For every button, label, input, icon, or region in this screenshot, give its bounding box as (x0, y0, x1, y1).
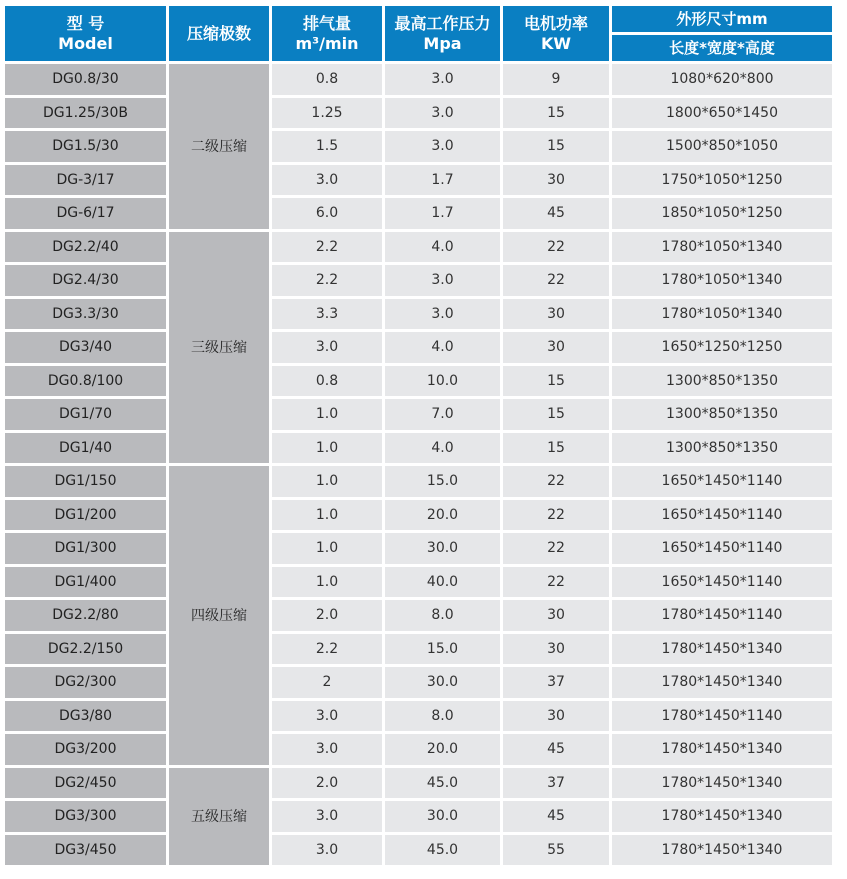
header-model (5, 6, 166, 61)
cell-pressure: 3.0 (385, 98, 500, 129)
cell-dims: 1780*1050*1340 (612, 299, 832, 330)
cell-power: 30 (503, 332, 609, 363)
cell-flow: 2.0 (272, 768, 382, 799)
cell-model: DG3/450 (5, 835, 166, 866)
cell-flow: 2 (272, 667, 382, 698)
cell-pressure: 45.0 (385, 768, 500, 799)
cell-dims: 1300*850*1350 (612, 433, 832, 464)
cell-model: DG2/450 (5, 768, 166, 799)
cell-dims: 1650*1450*1140 (612, 466, 832, 497)
cell-flow: 1.5 (272, 131, 382, 162)
cell-flow: 3.0 (272, 801, 382, 832)
cell-model: DG0.8/100 (5, 366, 166, 397)
cell-dims: 1500*850*1050 (612, 131, 832, 162)
table-row (5, 768, 832, 799)
cell-stage-group: 四级压缩 (169, 466, 269, 765)
cell-model: DG-6/17 (5, 198, 166, 229)
cell-flow: 1.0 (272, 567, 382, 598)
cell-power: 55 (503, 835, 609, 866)
table-row (5, 667, 832, 698)
table-row (5, 466, 832, 497)
table-row (5, 64, 832, 95)
cell-flow: 1.0 (272, 500, 382, 531)
cell-power: 30 (503, 701, 609, 732)
cell-dims: 1800*650*1450 (612, 98, 832, 129)
header-pressure (385, 6, 500, 61)
cell-power: 15 (503, 131, 609, 162)
cell-flow: 1.25 (272, 98, 382, 129)
cell-model: DG-3/17 (5, 165, 166, 196)
cell-model: DG3/80 (5, 701, 166, 732)
cell-power: 15 (503, 399, 609, 430)
cell-flow: 3.0 (272, 734, 382, 765)
cell-flow: 3.3 (272, 299, 382, 330)
cell-dims: 1850*1050*1250 (612, 198, 832, 229)
cell-power: 30 (503, 299, 609, 330)
cell-pressure: 3.0 (385, 299, 500, 330)
cell-dims: 1750*1050*1250 (612, 165, 832, 196)
cell-dims: 1650*1450*1140 (612, 500, 832, 531)
table-row (5, 567, 832, 598)
cell-stage-group: 三级压缩 (169, 232, 269, 464)
cell-dims: 1780*1450*1340 (612, 734, 832, 765)
table-row (5, 165, 832, 196)
cell-power: 22 (503, 533, 609, 564)
cell-flow: 2.2 (272, 265, 382, 296)
cell-dims: 1780*1450*1140 (612, 600, 832, 631)
header-power-cn: 电机功率 (523, 13, 588, 33)
cell-pressure: 30.0 (385, 801, 500, 832)
table-row (5, 232, 832, 263)
table-row (5, 131, 832, 162)
cell-flow: 0.8 (272, 64, 382, 95)
cell-pressure: 1.7 (385, 165, 500, 196)
cell-dims: 1780*1450*1340 (612, 667, 832, 698)
cell-flow: 6.0 (272, 198, 382, 229)
cell-flow: 3.0 (272, 835, 382, 866)
cell-dims: 1650*1250*1250 (612, 332, 832, 363)
header-power-unit: KW (540, 33, 572, 53)
table-row (5, 299, 832, 330)
cell-pressure: 3.0 (385, 265, 500, 296)
cell-power: 15 (503, 433, 609, 464)
table-row (5, 399, 832, 430)
cell-stage-group: 二级压缩 (169, 64, 269, 229)
spec-table (2, 3, 835, 868)
table-row (5, 265, 832, 296)
cell-power: 9 (503, 64, 609, 95)
cell-stage-group: 五级压缩 (169, 768, 269, 866)
cell-dims: 1780*1050*1340 (612, 232, 832, 263)
cell-power: 15 (503, 366, 609, 397)
table-row (5, 98, 832, 129)
table-body (5, 64, 832, 865)
header-flow-cn: 排气量 (302, 13, 351, 33)
cell-flow: 2.2 (272, 634, 382, 665)
header-pressure-cn: 最高工作压力 (394, 13, 491, 33)
cell-flow: 1.0 (272, 399, 382, 430)
cell-power: 22 (503, 265, 609, 296)
cell-model: DG2/300 (5, 667, 166, 698)
cell-flow: 3.0 (272, 165, 382, 196)
cell-pressure: 7.0 (385, 399, 500, 430)
cell-model: DG1/400 (5, 567, 166, 598)
table-row (5, 366, 832, 397)
table-row (5, 332, 832, 363)
cell-model: DG1/150 (5, 466, 166, 497)
cell-dims: 1300*850*1350 (612, 399, 832, 430)
cell-dims: 1780*1450*1340 (612, 768, 832, 799)
cell-power: 37 (503, 768, 609, 799)
cell-pressure: 8.0 (385, 600, 500, 631)
table-row (5, 701, 832, 732)
cell-flow: 1.0 (272, 533, 382, 564)
cell-dims: 1650*1450*1140 (612, 533, 832, 564)
cell-power: 45 (503, 198, 609, 229)
cell-pressure: 4.0 (385, 332, 500, 363)
cell-flow: 0.8 (272, 366, 382, 397)
cell-power: 22 (503, 500, 609, 531)
cell-power: 22 (503, 232, 609, 263)
cell-pressure: 40.0 (385, 567, 500, 598)
table-row (5, 433, 832, 464)
cell-pressure: 45.0 (385, 835, 500, 866)
cell-pressure: 15.0 (385, 634, 500, 665)
cell-pressure: 30.0 (385, 667, 500, 698)
cell-model: DG2.2/150 (5, 634, 166, 665)
table-row (5, 801, 832, 832)
cell-flow: 2.2 (272, 232, 382, 263)
header-flow-unit: m³/min (295, 33, 359, 53)
cell-dims: 1780*1450*1340 (612, 634, 832, 665)
cell-model: DG3.3/30 (5, 299, 166, 330)
cell-pressure: 1.7 (385, 198, 500, 229)
cell-power: 15 (503, 98, 609, 129)
cell-pressure: 4.0 (385, 232, 500, 263)
cell-pressure: 3.0 (385, 131, 500, 162)
table-row (5, 634, 832, 665)
header-model-cn: 型 号 (66, 13, 105, 33)
header-dims: 外形尺寸mm (612, 6, 832, 32)
cell-power: 30 (503, 600, 609, 631)
cell-dims: 1780*1450*1140 (612, 701, 832, 732)
cell-pressure: 10.0 (385, 366, 500, 397)
cell-pressure: 30.0 (385, 533, 500, 564)
table-row (5, 600, 832, 631)
cell-power: 45 (503, 734, 609, 765)
cell-model: DG0.8/30 (5, 64, 166, 95)
cell-power: 45 (503, 801, 609, 832)
cell-power: 30 (503, 165, 609, 196)
header-pressure-unit: Mpa (423, 33, 462, 53)
table-row (5, 835, 832, 866)
cell-flow: 3.0 (272, 701, 382, 732)
cell-dims: 1780*1450*1340 (612, 835, 832, 866)
header-dims-sub: 长度*宽度*高度 (612, 35, 832, 61)
header-model-en: Model (58, 33, 113, 53)
cell-dims: 1780*1450*1340 (612, 801, 832, 832)
cell-model: DG2.4/30 (5, 265, 166, 296)
header-flow (272, 6, 382, 61)
cell-pressure: 4.0 (385, 433, 500, 464)
header-stage: 压缩极数 (169, 6, 269, 61)
table-row (5, 500, 832, 531)
cell-pressure: 20.0 (385, 734, 500, 765)
cell-power: 22 (503, 466, 609, 497)
cell-model: DG1/40 (5, 433, 166, 464)
cell-pressure: 3.0 (385, 64, 500, 95)
cell-model: DG3/40 (5, 332, 166, 363)
cell-model: DG3/300 (5, 801, 166, 832)
cell-flow: 1.0 (272, 466, 382, 497)
cell-pressure: 15.0 (385, 466, 500, 497)
cell-model: DG1/200 (5, 500, 166, 531)
cell-model: DG1/300 (5, 533, 166, 564)
cell-model: DG2.2/80 (5, 600, 166, 631)
table-row (5, 734, 832, 765)
header-power (503, 6, 609, 61)
cell-model: DG2.2/40 (5, 232, 166, 263)
cell-power: 22 (503, 567, 609, 598)
cell-flow: 3.0 (272, 332, 382, 363)
cell-dims: 1650*1450*1140 (612, 567, 832, 598)
cell-dims: 1300*850*1350 (612, 366, 832, 397)
cell-model: DG3/200 (5, 734, 166, 765)
cell-pressure: 8.0 (385, 701, 500, 732)
cell-model: DG1.5/30 (5, 131, 166, 162)
cell-model: DG1.25/30B (5, 98, 166, 129)
cell-dims: 1780*1050*1340 (612, 265, 832, 296)
table-row (5, 198, 832, 229)
cell-power: 30 (503, 634, 609, 665)
cell-power: 37 (503, 667, 609, 698)
cell-model: DG1/70 (5, 399, 166, 430)
cell-pressure: 20.0 (385, 500, 500, 531)
table-row (5, 533, 832, 564)
cell-flow: 1.0 (272, 433, 382, 464)
cell-dims: 1080*620*800 (612, 64, 832, 95)
cell-flow: 2.0 (272, 600, 382, 631)
